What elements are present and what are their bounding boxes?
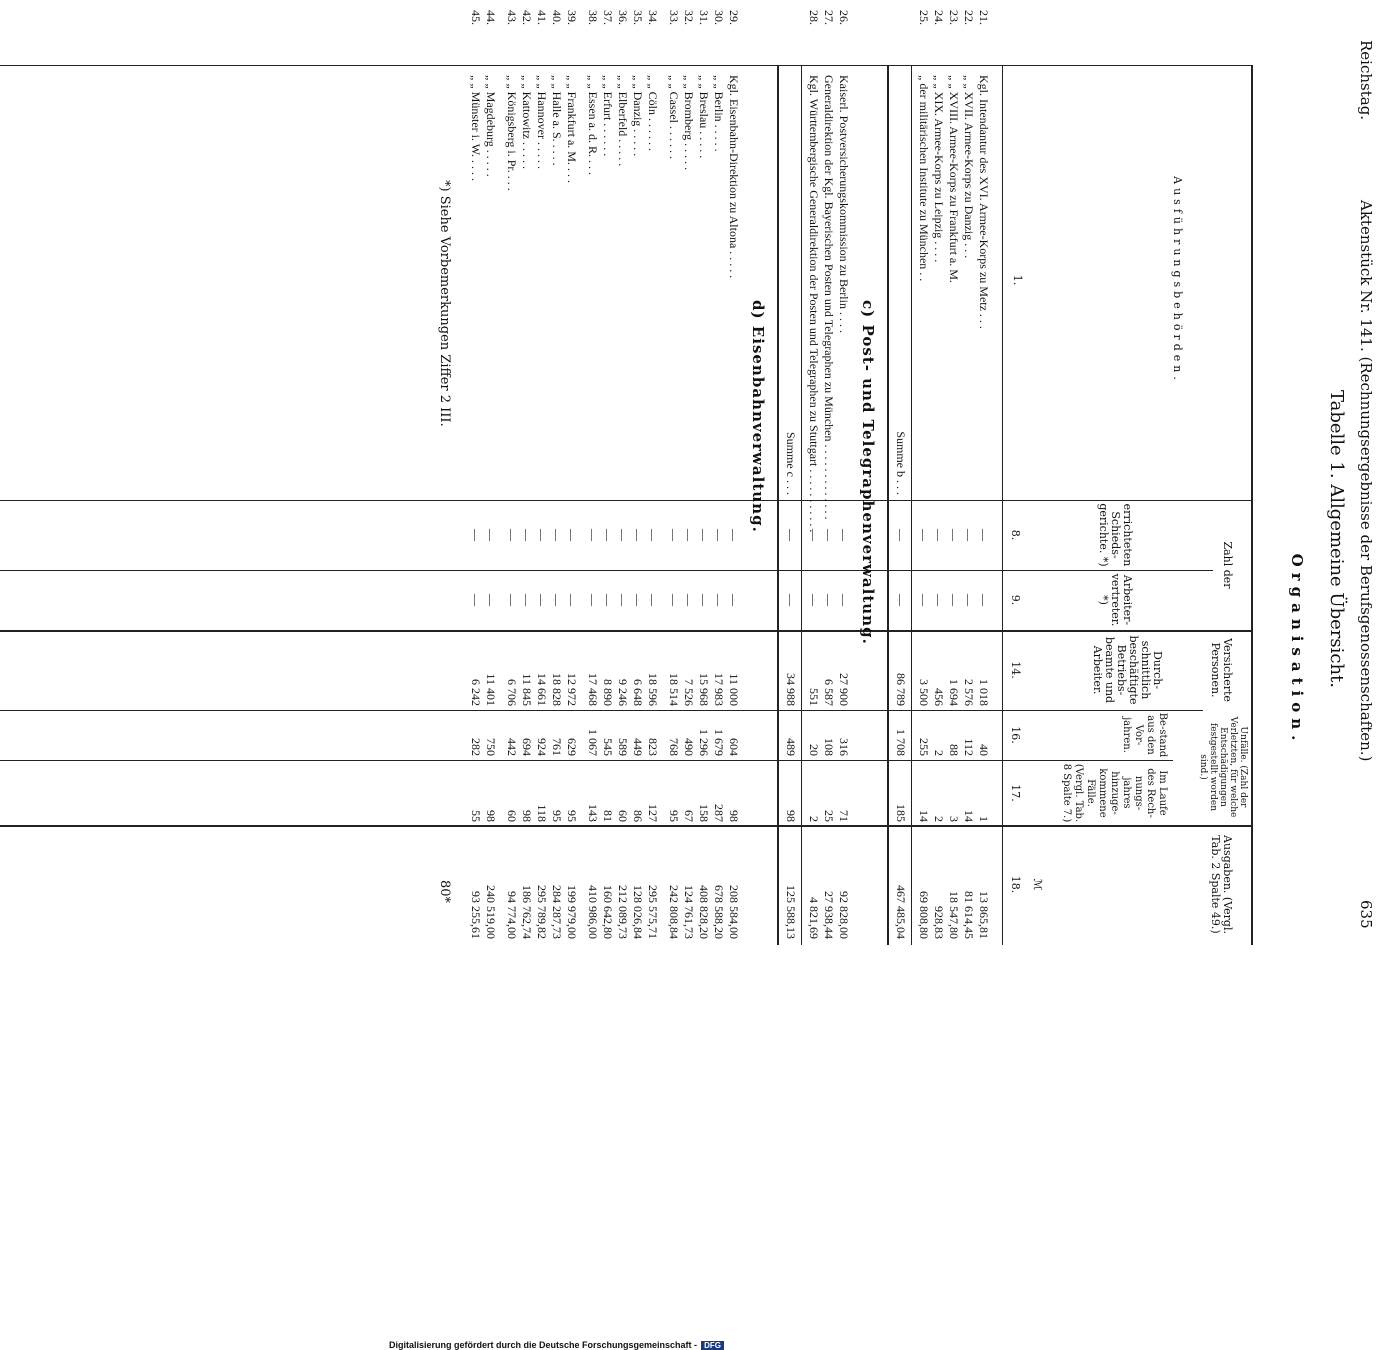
col-header-16: Be-stand aus den Vor-jahren. [1121,712,1168,758]
row-cell-c16: 589 [616,738,630,756]
col-sep-16 [0,760,1173,761]
row-cell-c18: 284 287,73 [550,885,564,939]
row-cell-c18: 81 614,45 [962,891,976,939]
row-cell-c17: 98 [484,810,498,822]
ausgaben-label: Ausgaben. (Vergl. Tab. 2 Spalte 49.) [1209,835,1234,934]
row-cell-c8: — [646,529,660,541]
row-cell-c17: 3 [947,816,961,822]
row-cell-c16: 823 [646,738,660,756]
row-cell-c8: — [932,529,946,541]
row-cell-c18: 69 808,80 [917,891,931,939]
row-cell-name: „ „ XIX. Armee-Korps zu Leipzig . . . . [932,75,946,263]
col-header-8: errichteten Schieds-gerichte. *) [1097,503,1134,567]
col-header-16-num: 16. [1009,726,1022,744]
row-cell-c9: — [932,594,946,606]
row-cell-c18: 27 938,44 [822,891,836,939]
row-cell-name: „ „ Cöln . . . . . . [646,75,660,151]
section-heading: c) Post- und Telegraphenverwaltung. [859,300,877,645]
row-cell-c9: — [682,594,696,606]
row-cell-c9: — [616,594,630,606]
row-cell-c17: 67 [682,810,696,822]
digitization-text: Digitalisierung gefördert durch die Deutsche Forschungsgemeinschaft - [389,1340,698,1350]
row-cell-nr: 30. [712,10,726,25]
row-cell-c9: — [917,594,931,606]
row-cell-c14: 18 596 [646,673,660,706]
zahl-der-label: Zahl der [1221,541,1234,589]
row-cell-c14: 3 500 [917,679,931,706]
sum-cell-c9: — [894,594,908,606]
sum-label: Summe b . . . [894,431,908,495]
row-cell-c17: 2 [932,816,946,822]
row-cell-nr: 23. [947,10,961,25]
row-cell-c18: 124 761,73 [682,885,696,939]
row-cell-c9: — [469,594,483,606]
row-cell-c8: — [712,529,726,541]
row-cell-c17: 86 [631,810,645,822]
row-cell-name: „ „ Elberfeld . . . . . [616,75,630,167]
row-cell-nr: 45. [469,10,483,25]
row-cell-c14: 11 401 [484,673,498,706]
row-cell-nr: 33. [667,10,681,25]
row-cell-c17: 60 [616,810,630,822]
col-header-14-num: 14. [1009,661,1022,679]
row-cell-c9: — [565,594,579,606]
row-cell-name: „ „ Königsberg i. Pr. . . . [505,75,519,191]
table-title: Tabelle 1. Allgemeine Übersicht. [1326,390,1347,689]
row-cell-c9: — [484,594,498,606]
col-header-1-num: 1. [1011,274,1024,286]
row-cell-c16: 442 [505,738,519,756]
row-cell-c9: — [520,594,534,606]
row-cell-c18: 13 865,81 [977,891,991,939]
unfaelle-label: Unfälle. (Zahl der Verletzten, für welche Entschädigungen festgestellt worden sind.) [1198,716,1248,818]
row-cell-c16: 449 [631,738,645,756]
row-cell-nr: 43. [505,10,519,25]
row-cell-c8: — [667,529,681,541]
row-cell-name: „ „ Cassel . . . . . . [667,75,681,159]
row-cell-c16: 1 296 [697,729,711,756]
row-cell-c14: 11 000 [727,673,741,706]
organisation-heading: Organisation. [1288,553,1306,747]
col-header-9: Arbeiter-vertreter. *) [1097,573,1134,627]
row-cell-c17: 55 [469,810,483,822]
row-cell-c16: 2 [932,750,946,756]
row-cell-nr: 22. [962,10,976,25]
row-cell-c9: — [947,594,961,606]
row-cell-c17: 81 [601,810,615,822]
row-cell-c16: 108 [822,738,836,756]
row-rule [911,65,912,945]
row-cell-c16: 768 [667,738,681,756]
row-cell-c17: 2 [807,816,821,822]
row-cell-name: Generaldirektion der Kgl. Bayerischen Posten und Telegraphen zu München . . . . . . . . . . . . . [822,75,836,520]
row-cell-c14: 9 246 [616,679,630,706]
row-cell-name: „ „ Bromberg . . . . . [682,75,696,171]
row-cell-c8: — [550,529,564,541]
row-rule [887,65,889,945]
row-cell-nr: 35. [631,10,645,25]
row-cell-c8: — [469,529,483,541]
row-cell-c17: 14 [962,810,976,822]
header-center: Aktenstück Nr. 141. (Rechnungsergebnisse der Berufsgenossenschaften.) [1357,200,1375,762]
row-cell-c14: 1 694 [947,679,961,706]
row-rule [801,65,802,945]
row-cell-c8: — [586,529,600,541]
row-cell-c8: — [917,529,931,541]
row-cell-c14: 27 900 [837,673,851,706]
row-cell-c17: 95 [550,810,564,822]
row-cell-c9: — [822,594,836,606]
row-cell-name: „ „ XVII. Armee-Korps zu Danzig . . . [962,75,976,259]
row-cell-nr: 28. [807,10,821,25]
row-cell-c8: — [505,529,519,541]
row-cell-c8: — [484,529,498,541]
row-cell-c18: 410 986,00 [586,885,600,939]
row-cell-name: „ „ Hannover . . . . . [535,75,549,169]
row-cell-c14: 18 514 [667,673,681,706]
header-bottom-rule [1002,65,1003,945]
row-cell-c17: 98 [520,810,534,822]
row-cell-c9: — [646,594,660,606]
col-header-18-num: 18. [1009,875,1022,894]
row-cell-nr: 36. [616,10,630,25]
row-cell-nr: 37. [601,10,615,25]
row-cell-c14: 456 [932,688,946,706]
row-cell-nr: 34. [646,10,660,25]
page-footer: 80* [437,880,452,904]
row-cell-c8: — [822,529,836,541]
row-cell-c18: 18 547,80 [947,891,961,939]
row-cell-c17: 158 [697,804,711,822]
row-cell-c9: — [712,594,726,606]
sum-cell-c18: 125 588,13 [784,885,798,939]
row-cell-c16: 604 [727,738,741,756]
row-cell-name: „ „ Essen a. d. R. . . . [586,75,600,175]
row-cell-nr: 38. [586,10,600,25]
row-cell-c8: — [616,529,630,541]
row-cell-c18: 93 255,61 [469,891,483,939]
col-sep-8 [0,570,1213,571]
row-cell-c16: 750 [484,738,498,756]
row-cell-nr: 21. [977,10,991,25]
row-cell-c18: 240 519,00 [484,885,498,939]
row-cell-c9: — [535,594,549,606]
row-cell-c14: 1 018 [977,679,991,706]
section-heading: d) Eisenbahnverwaltung. [749,300,767,533]
row-cell-name: „ der militärischen Institute zu München . . [917,75,931,282]
row-cell-c16: 761 [550,738,564,756]
sum-label: Summe c . . . [784,432,798,495]
row-cell-c18: 678 588,20 [712,885,726,939]
row-cell-c18: 242 808,84 [667,885,681,939]
sum-cell-c17: 98 [784,810,798,822]
row-cell-nr: 39. [565,10,579,25]
row-cell-nr: 40. [550,10,564,25]
row-cell-c16: 1 067 [586,729,600,756]
row-cell-name: „ „ Frankfurt a. M. . . . [565,75,579,183]
row-cell-c9: — [505,594,519,606]
row-cell-c14: 6 648 [631,679,645,706]
table-left-rule [0,65,1253,66]
row-cell-c9: — [631,594,645,606]
footnote: *) Siehe Vorbemerkungen Ziffer 2 III. [437,180,452,427]
row-cell-c8: — [807,529,821,541]
row-cell-c17: 143 [586,804,600,822]
row-cell-nr: 25. [917,10,931,25]
row-cell-c16: 316 [837,738,851,756]
row-cell-c16: 88 [947,744,961,756]
row-cell-c9: — [601,594,615,606]
row-cell-c9: — [550,594,564,606]
row-cell-nr: 32. [682,10,696,25]
col-header-14: Durch-schnittlich beschäftigte Betriebs-beamte und Arbeiter. [1091,635,1164,705]
row-cell-c17: 25 [822,810,836,822]
row-rule [777,65,779,945]
sum-cell-c9: — [784,594,798,606]
sum-cell-c17: 185 [894,804,908,822]
row-cell-c8: — [535,529,549,541]
row-cell-name: „ „ Halle a. S. . . . . [550,75,564,166]
col-sep-14 [0,710,1203,711]
row-cell-c14: 17 983 [712,673,726,706]
row-cell-c16: 545 [601,738,615,756]
row-cell-c14: 551 [807,688,821,706]
versicherte-label: Versicherte Personen. [1209,638,1234,702]
row-cell-c14: 2 576 [962,679,976,706]
row-cell-nr: 26. [837,10,851,25]
digitization-note [389,1340,724,1350]
row-cell-c8: — [631,529,645,541]
row-cell-c14: 17 468 [586,673,600,706]
row-cell-c18: 408 828,20 [697,885,711,939]
row-cell-c14: 6 242 [469,679,483,706]
sum-cell-c18: 467 485,04 [894,885,908,939]
row-cell-c9: — [697,594,711,606]
row-cell-c16: 255 [917,738,931,756]
row-cell-name: Kgl. Intendantur des XVI. Armee-Korps zu Metz . . . [977,75,991,329]
row-cell-c8: — [520,529,534,541]
row-cell-c8: — [727,529,741,541]
col-header-1: Ausführungsbehörden. [1171,176,1184,384]
row-cell-nr: 31. [697,10,711,25]
row-cell-c18: 208 584,00 [727,885,741,939]
row-cell-c17: 98 [727,810,741,822]
row-cell-c9: — [807,594,821,606]
row-cell-c8: — [697,529,711,541]
row-cell-c17: 14 [917,810,931,822]
row-cell-c14: 11 845 [520,673,534,706]
row-cell-c8: — [977,529,991,541]
sum-cell-c14: 86 789 [894,673,908,706]
row-cell-c17: 118 [535,804,549,822]
row-cell-name: „ „ Kattowitz . . . . . [520,75,534,169]
row-cell-c18: 928,83 [932,906,946,939]
row-cell-c17: 287 [712,804,726,822]
sum-cell-c14: 34 988 [784,673,798,706]
row-cell-c9: — [586,594,600,606]
row-cell-c9: — [962,594,976,606]
col-header-8-num: 8. [1009,529,1022,541]
row-cell-c18: 212 089,73 [616,885,630,939]
sum-cell-c8: — [784,529,798,541]
sum-cell-c8: — [894,529,908,541]
row-cell-c17: 1 [977,816,991,822]
col-header-17: Im Laufe des Rech-nungs-jahres hinzuge-kommene Fälle. (Vergl. Tab. 8 Spalte 7.) [1061,763,1168,823]
row-cell-nr: 27. [822,10,836,25]
sum-cell-c16: 1 708 [894,729,908,756]
page-number: 635 [1357,900,1375,929]
row-cell-c17: 95 [565,810,579,822]
row-cell-c9: — [727,594,741,606]
row-cell-c17: 60 [505,810,519,822]
row-cell-name: Kgl. Eisenbahn-Direktion zu Altona . . . . . [727,75,741,279]
row-cell-nr: 29. [727,10,741,25]
row-cell-c14: 6 587 [822,679,836,706]
row-cell-c8: — [682,529,696,541]
currency-symbol: ℳ [1031,878,1044,891]
row-cell-c16: 694 [520,738,534,756]
row-cell-c16: 282 [469,738,483,756]
dfg-logo: DFG [701,1341,724,1350]
row-cell-c18: 295 575,71 [646,885,660,939]
row-cell-nr: 42. [520,10,534,25]
row-cell-name: „ „ XVIII. Armee-Korps zu Frankfurt a. M. [947,75,961,283]
row-cell-c14: 18 828 [550,673,564,706]
row-cell-name: Kgl. Württembergische Generaldirektion der Posten und Telegraphen zu Stuttgart . . . . . . . . . . . [807,75,821,533]
row-cell-c16: 112 [962,738,976,756]
row-cell-c9: — [837,594,851,606]
row-cell-c17: 71 [837,810,851,822]
row-cell-c16: 20 [807,744,821,756]
row-cell-c14: 6 706 [505,679,519,706]
row-cell-c18: 94 774,00 [505,891,519,939]
row-cell-c16: 629 [565,738,579,756]
row-cell-nr: 44. [484,10,498,25]
col-header-17-num: 17. [1009,784,1022,802]
col-header-9-num: 9. [1009,594,1022,606]
row-cell-c14: 12 972 [565,673,579,706]
row-cell-name: „ „ Danzig . . . . . [631,75,645,157]
row-cell-c8: — [837,529,851,541]
row-cell-c9: — [977,594,991,606]
row-cell-c14: 14 661 [535,673,549,706]
row-cell-c18: 295 789,82 [535,885,549,939]
row-cell-c16: 40 [977,744,991,756]
row-cell-c9: — [667,594,681,606]
row-cell-c18: 186 762,74 [520,885,534,939]
row-cell-c17: 127 [646,804,660,822]
row-cell-c16: 1 679 [712,729,726,756]
sum-cell-c16: 489 [784,738,798,756]
row-cell-c14: 15 968 [697,673,711,706]
row-cell-name: „ „ Berlin . . . . . [712,75,726,152]
row-cell-name: „ „ Breslau . . . . . [697,75,711,159]
row-cell-c8: — [947,529,961,541]
row-cell-c17: 95 [667,810,681,822]
row-cell-nr: 41. [535,10,549,25]
header-left: Reichstag. [1357,40,1375,121]
row-cell-c14: 7 526 [682,679,696,706]
row-cell-c18: 199 979,00 [565,885,579,939]
row-cell-nr: 24. [932,10,946,25]
row-cell-c16: 490 [682,738,696,756]
col-sep-name [0,500,1253,501]
row-cell-c14: 8 890 [601,679,615,706]
row-cell-c8: — [962,529,976,541]
row-cell-c8: — [565,529,579,541]
row-cell-c16: 924 [535,738,549,756]
row-cell-name: „ „ Münster i. W. . . . . [469,75,483,181]
table-top-rule [1251,65,1253,945]
row-cell-c18: 92 828,00 [837,891,851,939]
row-cell-c18: 4 821,69 [807,897,821,939]
row-cell-name: „ „ Magdeburg . . . . . [484,75,498,177]
row-cell-c18: 128 026,84 [631,885,645,939]
row-cell-c8: — [601,529,615,541]
row-cell-c18: 160 642,80 [601,885,615,939]
row-cell-name: „ „ Erfurt . . . . . . [601,75,615,157]
row-cell-name: Kaiserl. Postversicherungskommission zu Berlin . . . . [837,75,851,333]
